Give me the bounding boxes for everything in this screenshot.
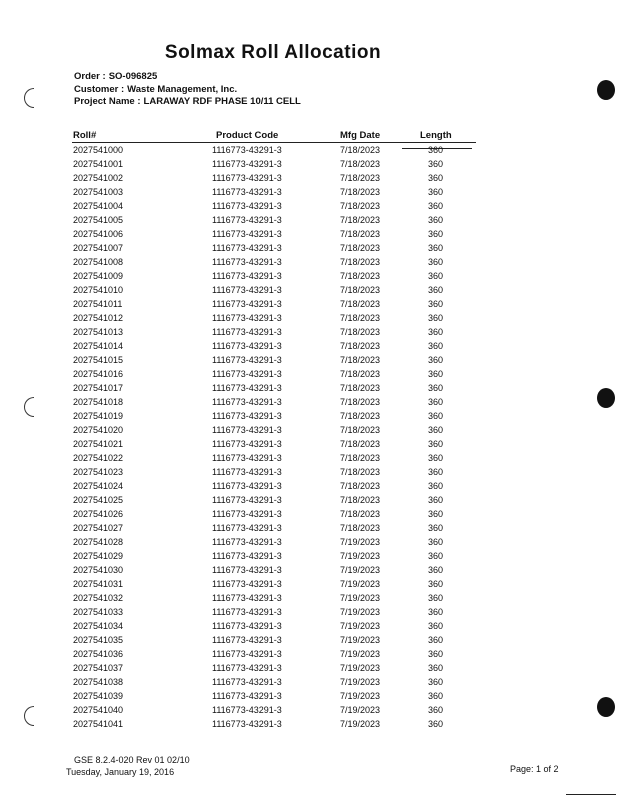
scan-mark-top — [24, 88, 34, 108]
order-label: Order : — [74, 71, 106, 82]
length: 360 — [428, 705, 444, 715]
document-title: Solmax Roll Allocation — [164, 42, 382, 63]
table-row — [0, 353, 618, 367]
roll-number: 2027541033 — [73, 607, 124, 617]
product-code: 1116773-43291-3 — [212, 719, 282, 729]
mfg-date: 7/18/2023 — [340, 509, 381, 519]
table-row — [0, 241, 618, 255]
mfg-date: 7/18/2023 — [340, 495, 381, 505]
mfg-date: 7/18/2023 — [340, 411, 381, 421]
product-code: 1116773-43291-3 — [212, 257, 282, 267]
roll-number: 2027541034 — [73, 621, 124, 631]
punch-hole-bottom — [597, 697, 615, 717]
product-code: 1116773-43291-3 — [212, 299, 282, 309]
table-row — [0, 171, 618, 185]
product-code: 1116773-43291-3 — [212, 383, 282, 393]
mfg-date: 7/18/2023 — [340, 215, 381, 225]
product-code: 1116773-43291-3 — [212, 341, 282, 351]
length: 360 — [428, 173, 444, 183]
col-header-product-code: Product Code — [216, 130, 279, 141]
customer-label: Customer : — [74, 84, 125, 95]
length: 360 — [428, 299, 444, 309]
roll-number: 2027541012 — [73, 313, 124, 323]
project-name: LARAWAY RDF PHASE 10/11 CELL — [143, 96, 301, 107]
table-row — [0, 311, 618, 325]
product-code: 1116773-43291-3 — [212, 565, 282, 575]
roll-number: 2027541000 — [73, 145, 124, 155]
roll-number: 2027541041 — [73, 719, 124, 729]
length: 360 — [428, 229, 444, 239]
length: 360 — [428, 187, 444, 197]
length: 360 — [428, 677, 444, 687]
table-row — [0, 535, 618, 549]
table-row — [0, 255, 618, 269]
mfg-date: 7/19/2023 — [340, 691, 381, 701]
product-code: 1116773-43291-3 — [212, 607, 282, 617]
table-row — [0, 717, 618, 731]
roll-number: 2027541040 — [73, 705, 124, 715]
table-row — [0, 577, 618, 591]
product-code: 1116773-43291-3 — [212, 369, 282, 379]
table-row — [0, 339, 618, 353]
table-row — [0, 437, 618, 451]
length: 360 — [428, 509, 444, 519]
mfg-date: 7/18/2023 — [340, 355, 381, 365]
table-row — [0, 633, 618, 647]
product-code: 1116773-43291-3 — [212, 439, 282, 449]
length: 360 — [428, 327, 444, 337]
mfg-date: 7/19/2023 — [340, 719, 381, 729]
roll-number: 2027541011 — [73, 299, 123, 309]
table-row — [0, 381, 618, 395]
length: 360 — [428, 635, 444, 645]
mfg-date: 7/19/2023 — [340, 621, 381, 631]
roll-number: 2027541014 — [73, 341, 124, 351]
length: 360 — [428, 257, 444, 267]
length: 360 — [428, 145, 444, 155]
col-header-mfg-date: Mfg Date — [340, 130, 381, 141]
roll-number: 2027541015 — [73, 355, 124, 365]
product-code: 1116773-43291-3 — [212, 397, 282, 407]
product-code: 1116773-43291-3 — [212, 159, 282, 169]
product-code: 1116773-43291-3 — [212, 621, 282, 631]
roll-number: 2027541024 — [73, 481, 124, 491]
mfg-date: 7/18/2023 — [340, 271, 381, 281]
roll-number: 2027541016 — [73, 369, 124, 379]
mfg-date: 7/18/2023 — [340, 397, 381, 407]
table-row — [0, 689, 618, 703]
length: 360 — [428, 243, 444, 253]
length: 360 — [428, 649, 444, 659]
table-row — [0, 661, 618, 675]
table-row — [0, 269, 618, 283]
roll-number: 2027541017 — [73, 383, 124, 393]
length: 360 — [428, 551, 444, 561]
product-code: 1116773-43291-3 — [212, 313, 282, 323]
mfg-date: 7/18/2023 — [340, 145, 381, 155]
project-line — [74, 96, 301, 107]
product-code: 1116773-43291-3 — [212, 467, 282, 477]
col-header-roll: Roll# — [73, 130, 97, 141]
length: 360 — [428, 663, 444, 673]
roll-number: 2027541019 — [73, 411, 124, 421]
roll-table-body — [0, 143, 618, 731]
length: 360 — [428, 467, 444, 477]
length: 360 — [428, 215, 444, 225]
length: 360 — [428, 411, 444, 421]
roll-number: 2027541018 — [73, 397, 124, 407]
roll-number: 2027541013 — [73, 327, 124, 337]
mfg-date: 7/18/2023 — [340, 341, 381, 351]
punch-hole-top — [597, 80, 615, 100]
mfg-date: 7/19/2023 — [340, 663, 381, 673]
order-line — [74, 71, 157, 82]
corner-rule — [566, 794, 616, 795]
roll-number: 2027541010 — [73, 285, 124, 295]
product-code: 1116773-43291-3 — [212, 523, 282, 533]
customer-name: Waste Management, Inc. — [127, 84, 238, 95]
product-code: 1116773-43291-3 — [212, 705, 282, 715]
product-code: 1116773-43291-3 — [212, 411, 282, 421]
product-code: 1116773-43291-3 — [212, 425, 282, 435]
table-row — [0, 605, 618, 619]
mfg-date: 7/18/2023 — [340, 383, 381, 393]
length: 360 — [428, 383, 444, 393]
length: 360 — [428, 285, 444, 295]
roll-number: 2027541022 — [73, 453, 124, 463]
mfg-date: 7/19/2023 — [340, 635, 381, 645]
page-number: Page: 1 of 2 — [510, 764, 559, 774]
length: 360 — [428, 719, 444, 729]
table-row — [0, 507, 618, 521]
mfg-date: 7/18/2023 — [340, 257, 381, 267]
mfg-date: 7/19/2023 — [340, 537, 381, 547]
table-row — [0, 675, 618, 689]
customer-line — [74, 84, 237, 95]
roll-number: 2027541002 — [73, 173, 124, 183]
mfg-date: 7/18/2023 — [340, 327, 381, 337]
product-code: 1116773-43291-3 — [212, 243, 282, 253]
mfg-date: 7/19/2023 — [340, 649, 381, 659]
table-row — [0, 283, 618, 297]
mfg-date: 7/18/2023 — [340, 159, 381, 169]
product-code: 1116773-43291-3 — [212, 551, 282, 561]
roll-number: 2027541020 — [73, 425, 124, 435]
table-row — [0, 227, 618, 241]
mfg-date: 7/18/2023 — [340, 369, 381, 379]
product-code: 1116773-43291-3 — [212, 635, 282, 645]
table-row — [0, 619, 618, 633]
table-row — [0, 451, 618, 465]
table-row — [0, 367, 618, 381]
table-row — [0, 423, 618, 437]
length: 360 — [428, 201, 444, 211]
length: 360 — [428, 355, 444, 365]
form-id: GSE 8.2.4-020 Rev 01 02/10 — [74, 755, 190, 765]
length: 360 — [428, 439, 444, 449]
roll-number: 2027541008 — [73, 257, 124, 267]
product-code: 1116773-43291-3 — [212, 187, 282, 197]
order-number: SO-096825 — [108, 71, 158, 82]
roll-number: 2027541023 — [73, 467, 124, 477]
roll-number: 2027541007 — [73, 243, 124, 253]
product-code: 1116773-43291-3 — [212, 481, 282, 491]
product-code: 1116773-43291-3 — [212, 229, 282, 239]
table-row — [0, 213, 618, 227]
table-row — [0, 591, 618, 605]
length: 360 — [428, 341, 444, 351]
mfg-date: 7/18/2023 — [340, 173, 381, 183]
length: 360 — [428, 621, 444, 631]
table-row — [0, 479, 618, 493]
product-code: 1116773-43291-3 — [212, 579, 282, 589]
mfg-date: 7/18/2023 — [340, 299, 381, 309]
length: 360 — [428, 481, 444, 491]
mfg-date: 7/19/2023 — [340, 593, 381, 603]
mfg-date: 7/19/2023 — [340, 551, 381, 561]
length: 360 — [428, 579, 444, 589]
length: 360 — [428, 691, 444, 701]
product-code: 1116773-43291-3 — [212, 649, 282, 659]
roll-number: 2027541037 — [73, 663, 124, 673]
project-label: Project Name : — [74, 96, 141, 107]
product-code: 1116773-43291-3 — [212, 271, 282, 281]
roll-number: 2027541032 — [73, 593, 124, 603]
length: 360 — [428, 537, 444, 547]
table-row — [0, 465, 618, 479]
roll-number: 2027541025 — [73, 495, 124, 505]
mfg-date: 7/18/2023 — [340, 467, 381, 477]
roll-number: 2027541029 — [73, 551, 124, 561]
length: 360 — [428, 369, 444, 379]
mfg-date: 7/18/2023 — [340, 453, 381, 463]
product-code: 1116773-43291-3 — [212, 145, 282, 155]
table-row — [0, 703, 618, 717]
length: 360 — [428, 495, 444, 505]
product-code: 1116773-43291-3 — [212, 495, 282, 505]
product-code: 1116773-43291-3 — [212, 509, 282, 519]
punch-hole-middle — [597, 388, 615, 408]
table-row — [0, 325, 618, 339]
roll-number: 2027541006 — [73, 229, 124, 239]
mfg-date: 7/19/2023 — [340, 565, 381, 575]
mfg-date: 7/18/2023 — [340, 229, 381, 239]
roll-number: 2027541028 — [73, 537, 124, 547]
length: 360 — [428, 271, 444, 281]
product-code: 1116773-43291-3 — [212, 201, 282, 211]
length: 360 — [428, 593, 444, 603]
table-row — [0, 493, 618, 507]
table-row — [0, 563, 618, 577]
product-code: 1116773-43291-3 — [212, 453, 282, 463]
roll-number: 2027541038 — [73, 677, 124, 687]
length: 360 — [428, 425, 444, 435]
length: 360 — [428, 313, 444, 323]
length: 360 — [428, 159, 444, 169]
product-code: 1116773-43291-3 — [212, 691, 282, 701]
mfg-date: 7/18/2023 — [340, 425, 381, 435]
length: 360 — [428, 453, 444, 463]
product-code: 1116773-43291-3 — [212, 285, 282, 295]
roll-number: 2027541003 — [73, 187, 124, 197]
length: 360 — [428, 565, 444, 575]
roll-number: 2027541036 — [73, 649, 124, 659]
roll-number: 2027541027 — [73, 523, 124, 533]
mfg-date: 7/18/2023 — [340, 523, 381, 533]
col-header-length: Length — [420, 130, 452, 141]
mfg-date: 7/18/2023 — [340, 187, 381, 197]
mfg-date: 7/18/2023 — [340, 201, 381, 211]
product-code: 1116773-43291-3 — [212, 215, 282, 225]
mfg-date: 7/19/2023 — [340, 607, 381, 617]
mfg-date: 7/18/2023 — [340, 243, 381, 253]
table-row — [0, 521, 618, 535]
table-row — [0, 395, 618, 409]
product-code: 1116773-43291-3 — [212, 663, 282, 673]
mfg-date: 7/19/2023 — [340, 705, 381, 715]
roll-number: 2027541004 — [73, 201, 124, 211]
product-code: 1116773-43291-3 — [212, 593, 282, 603]
mfg-date: 7/18/2023 — [340, 481, 381, 491]
product-code: 1116773-43291-3 — [212, 537, 282, 547]
roll-number: 2027541030 — [73, 565, 124, 575]
roll-number: 2027541039 — [73, 691, 124, 701]
product-code: 1116773-43291-3 — [212, 173, 282, 183]
roll-number: 2027541001 — [73, 159, 124, 169]
table-row — [0, 143, 618, 157]
length: 360 — [428, 397, 444, 407]
roll-number: 2027541026 — [73, 509, 124, 519]
mfg-date: 7/18/2023 — [340, 285, 381, 295]
product-code: 1116773-43291-3 — [212, 355, 282, 365]
product-code: 1116773-43291-3 — [212, 677, 282, 687]
print-date: Tuesday, January 19, 2016 — [66, 767, 175, 777]
roll-number: 2027541009 — [73, 271, 124, 281]
roll-number: 2027541005 — [73, 215, 124, 225]
table-row — [0, 549, 618, 563]
roll-number: 2027541021 — [73, 439, 124, 449]
roll-number: 2027541035 — [73, 635, 124, 645]
table-row — [0, 199, 618, 213]
mfg-date: 7/19/2023 — [340, 579, 381, 589]
mfg-date: 7/18/2023 — [340, 313, 381, 323]
table-row — [0, 297, 618, 311]
mfg-date: 7/19/2023 — [340, 677, 381, 687]
mfg-date: 7/18/2023 — [340, 439, 381, 449]
table-row — [0, 157, 618, 171]
roll-number: 2027541031 — [73, 579, 124, 589]
table-row — [0, 647, 618, 661]
length: 360 — [428, 523, 444, 533]
product-code: 1116773-43291-3 — [212, 327, 282, 337]
table-row — [0, 185, 618, 199]
length: 360 — [428, 607, 444, 617]
table-row — [0, 409, 618, 423]
